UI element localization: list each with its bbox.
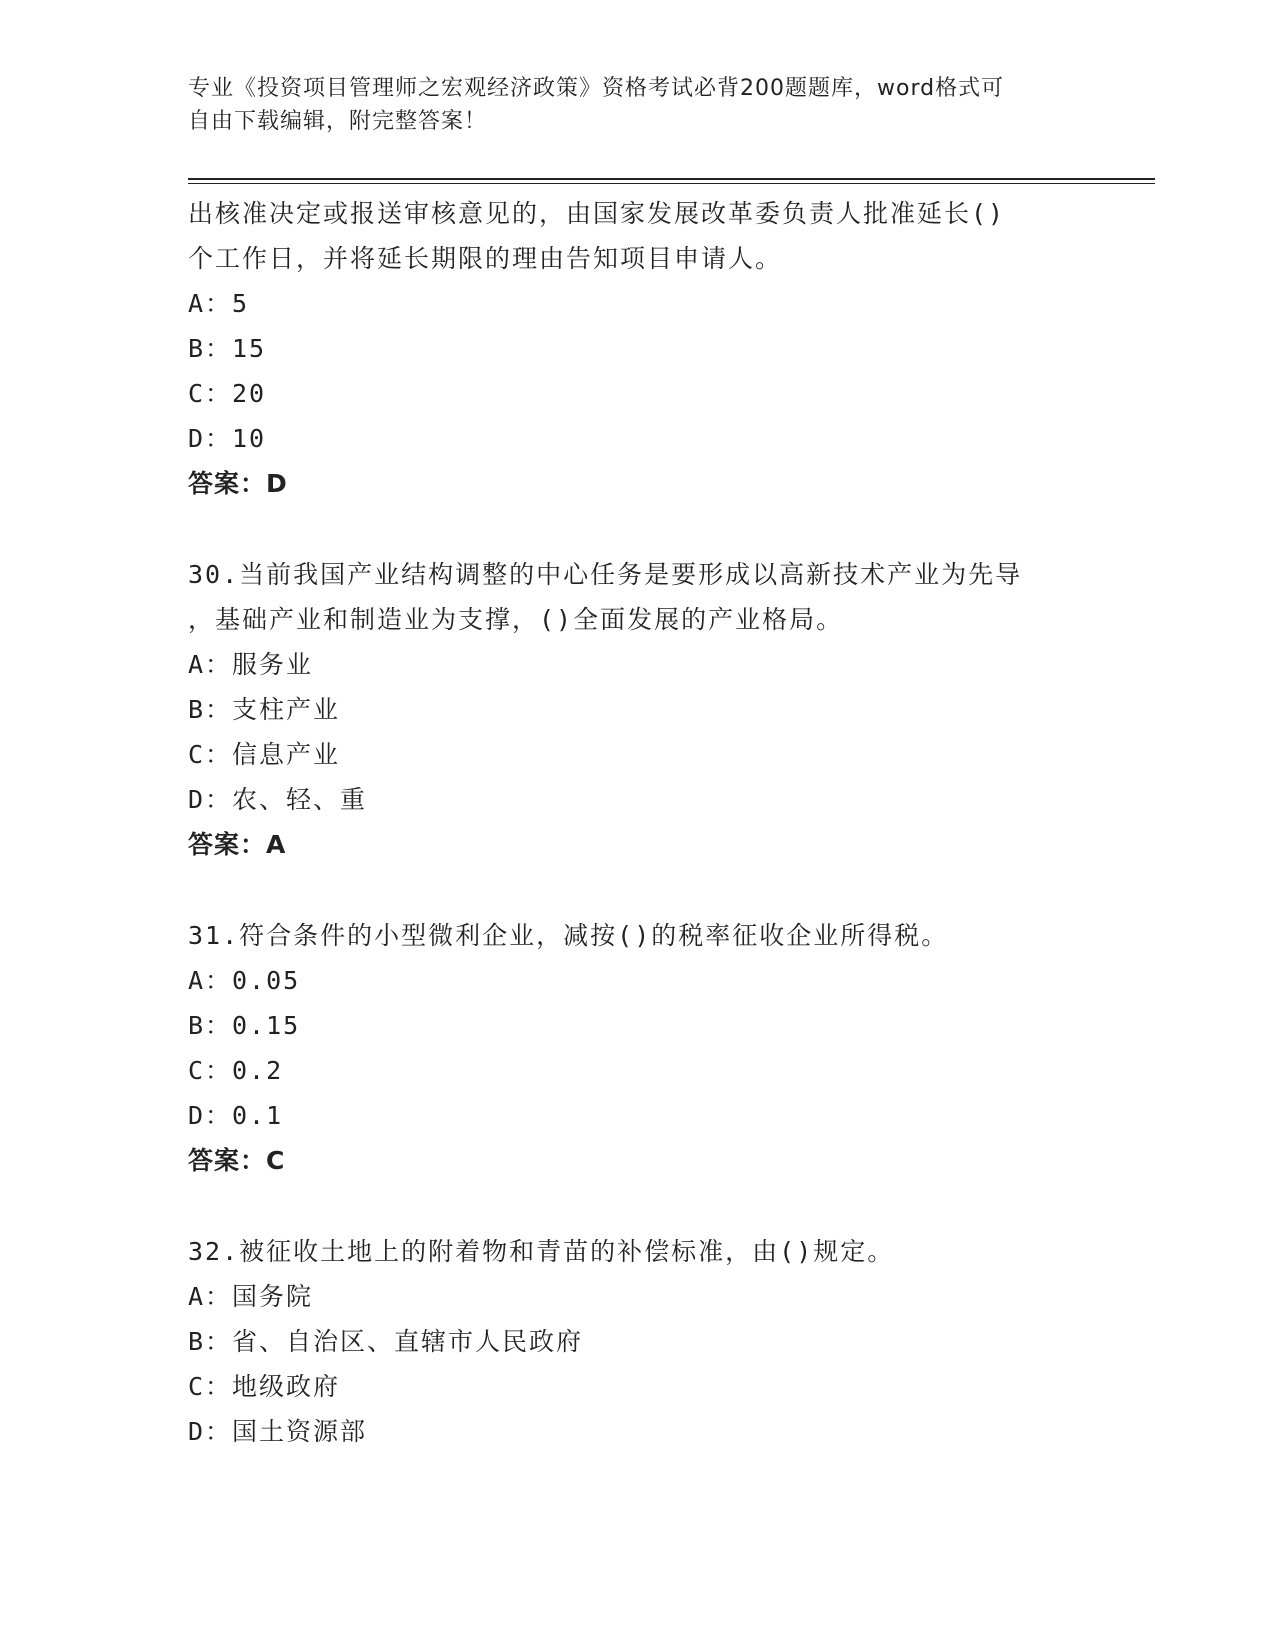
option-key: C： bbox=[188, 379, 233, 408]
option-c bbox=[188, 371, 1088, 416]
option-a bbox=[188, 1274, 1088, 1319]
option-key: D： bbox=[188, 1101, 233, 1130]
option-c bbox=[188, 732, 1088, 777]
question-30 bbox=[188, 552, 1088, 867]
option-a bbox=[188, 642, 1088, 687]
option-text: 省、自治区、直辖市人民政府 bbox=[232, 1327, 584, 1356]
stem-line: 30.当前我国产业结构调整的中心任务是要形成以高新技术产业为先导 bbox=[188, 560, 1023, 589]
header-line-2: 自由下载编辑，附完整答案！ bbox=[188, 109, 488, 134]
header-line-1: 专业《投资项目管理师之宏观经济政策》资格考试必背200题题库，word格式可 bbox=[188, 76, 1005, 101]
stem-line: 出核准决定或报送审核意见的，由国家发展改革委负责人批准延长() bbox=[188, 199, 1006, 228]
option-text: 支柱产业 bbox=[232, 695, 341, 724]
question-stem bbox=[188, 913, 1088, 958]
option-key: A： bbox=[188, 1282, 233, 1311]
stem-line: ，基础产业和制造业为支撑，()全面发展的产业格局。 bbox=[188, 605, 844, 634]
option-d bbox=[188, 1409, 1088, 1454]
option-key: A： bbox=[188, 289, 233, 318]
question-32 bbox=[188, 1229, 1088, 1454]
option-key: D： bbox=[188, 424, 233, 453]
option-key: B： bbox=[188, 695, 233, 724]
question-stem bbox=[188, 191, 1088, 281]
option-b bbox=[188, 326, 1088, 371]
answer-line: 答案：A bbox=[188, 830, 287, 859]
option-text: 20 bbox=[232, 379, 267, 408]
option-d bbox=[188, 416, 1088, 461]
option-key: A： bbox=[188, 966, 233, 995]
option-key: B： bbox=[188, 1011, 233, 1040]
option-key: B： bbox=[188, 1327, 233, 1356]
option-text: 国务院 bbox=[232, 1282, 314, 1311]
option-a bbox=[188, 281, 1088, 326]
option-text: 服务业 bbox=[232, 650, 314, 679]
option-text: 国土资源部 bbox=[232, 1417, 368, 1446]
option-text: 0.15 bbox=[232, 1011, 301, 1040]
option-key: B： bbox=[188, 334, 233, 363]
option-b bbox=[188, 1319, 1088, 1364]
question-31 bbox=[188, 913, 1088, 1183]
option-text: 地级政府 bbox=[232, 1372, 341, 1401]
question-29-continued bbox=[188, 191, 1088, 506]
option-c bbox=[188, 1048, 1088, 1093]
option-key: C： bbox=[188, 1056, 233, 1085]
option-key: C： bbox=[188, 1372, 233, 1401]
option-text: 0.05 bbox=[232, 966, 301, 995]
question-stem bbox=[188, 552, 1088, 642]
option-key: C： bbox=[188, 740, 233, 769]
option-text: 10 bbox=[232, 424, 267, 453]
option-d bbox=[188, 777, 1088, 822]
stem-line: 31.符合条件的小型微利企业，减按()的税率征收企业所得税。 bbox=[188, 921, 949, 950]
option-text: 0.1 bbox=[232, 1101, 284, 1130]
document-header bbox=[188, 72, 1088, 138]
option-d bbox=[188, 1093, 1088, 1138]
option-c bbox=[188, 1364, 1088, 1409]
answer-line: 答案：D bbox=[188, 469, 288, 498]
option-key: A： bbox=[188, 650, 233, 679]
option-text: 信息产业 bbox=[232, 740, 341, 769]
answer-line: 答案：C bbox=[188, 1146, 286, 1175]
option-key: D： bbox=[188, 1417, 233, 1446]
option-b bbox=[188, 1003, 1088, 1048]
option-a bbox=[188, 958, 1088, 1003]
stem-line: 32.被征收土地上的附着物和青苗的补偿标准，由()规定。 bbox=[188, 1237, 895, 1266]
option-b bbox=[188, 687, 1088, 732]
option-text: 15 bbox=[232, 334, 267, 363]
header-divider-bottom bbox=[188, 183, 1155, 184]
option-text: 农、轻、重 bbox=[232, 785, 368, 814]
header-divider-top bbox=[188, 178, 1155, 180]
option-key: D： bbox=[188, 785, 233, 814]
option-text: 0.2 bbox=[232, 1056, 284, 1085]
question-stem bbox=[188, 1229, 1088, 1274]
option-text: 5 bbox=[232, 289, 250, 318]
question-list bbox=[188, 191, 1088, 1454]
stem-line: 个工作日，并将延长期限的理由告知项目申请人。 bbox=[188, 244, 783, 273]
